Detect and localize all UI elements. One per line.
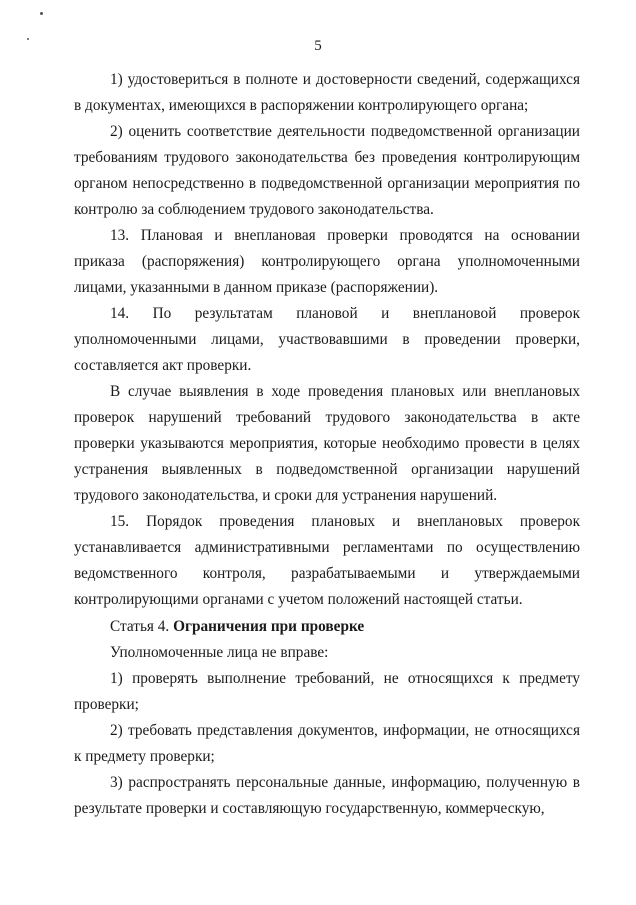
article-section: [74, 614, 580, 822]
paragraph: 2) требовать представления документов, информации, не относящихся к предмету проверки;: [74, 722, 580, 765]
page-number: 5: [314, 38, 322, 54]
paragraph: 1) удостовериться в полноте и достоверности сведений, содержащихся в документах, имеющихся в распоряжении контролирующего органа;: [74, 71, 580, 114]
paragraph: 1) проверять выполнение требований, не относящихся к предмету проверки;: [74, 670, 580, 713]
paragraph: 15. Порядок проведения плановых и внеплановых проверок устанавливается административными регламентами по осуществлению ведомственного контроля, разрабатываемыми и утверждаемыми контролирующими органами с учетом положений настоящей статьи.: [74, 513, 580, 608]
paragraph: 2) оценить соответствие деятельности подведомственной организации требованиям трудового законодательства без проведения контролирующим органом непосредственно в подведомственной организации мероприятия по контролю за соблюдением трудового законодательства.: [74, 123, 580, 218]
paragraph: 14. По результатам плановой и внеплановой проверок уполномоченными лицами, участвовавшими в проведении проверки, составляется акт проверки.: [74, 305, 580, 374]
article-title: Ограничения при проверке: [173, 618, 365, 635]
article-prefix: Статья 4.: [110, 618, 174, 635]
paragraph: 13. Плановая и внеплановая проверки проводятся на основании приказа (распоряжения) контролирующего органа уполномоченными лицами, указанными в данном приказе (распоряжении).: [74, 227, 580, 296]
paragraph: В случае выявления в ходе проведения плановых или внеплановых проверок нарушений требований трудового законодательства в акте проверки указываются мероприятия, которые необходимо провести в целях устранения выявленных в подведомственной организации нарушений трудового законодательства, и сроки для устранения нарушений.: [74, 383, 580, 504]
scan-speck: [40, 12, 43, 15]
paragraph: Уполномоченные лица не вправе:: [110, 644, 329, 661]
body-text-top: [74, 67, 580, 613]
paragraph: 3) распространять персональные данные, информацию, полученную в результате проверки и составляющую государственную, коммерческую,: [74, 774, 580, 817]
article-heading: [74, 614, 580, 640]
